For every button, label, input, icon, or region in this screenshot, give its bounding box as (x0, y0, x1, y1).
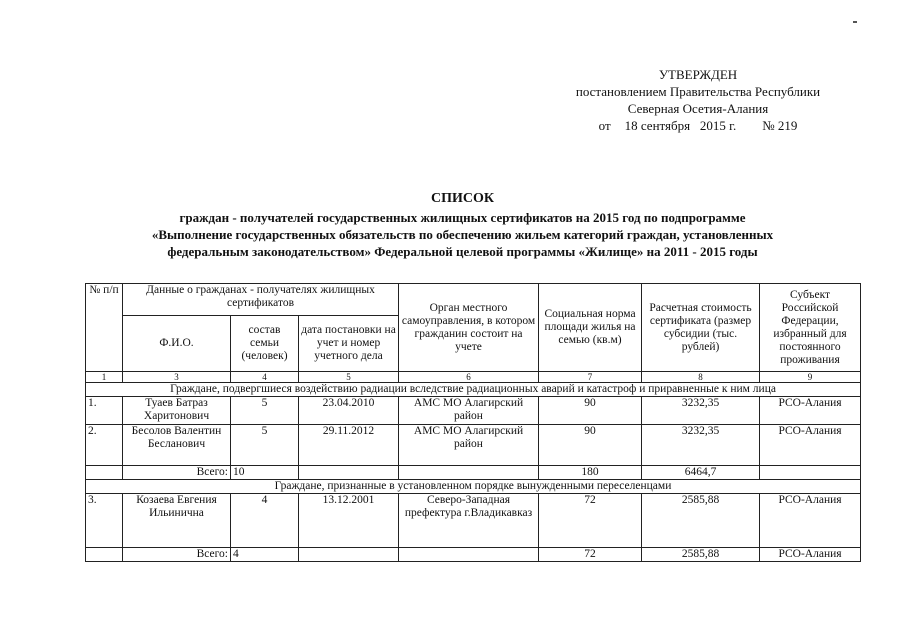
row-cost: 3232,35 (642, 425, 760, 466)
heading-line-1: граждан - получателей государственных жилищных сертификатов на 2015 год по подпрограмме (179, 210, 746, 225)
header-reg-date: дата постановки на учет и номер учетного дела (299, 316, 399, 372)
index-cell: 8 (642, 372, 760, 383)
row-reg-date: 13.12.2001 (299, 494, 399, 548)
total-family: 10 (231, 466, 299, 480)
total-row (86, 548, 861, 562)
header-family: состав семьи (человек) (231, 316, 299, 372)
table-row (86, 425, 861, 466)
header-authority: Орган местного самоуправления, в котором гражданин состоит на учете (399, 284, 539, 372)
row-authority: АМС МО Алагирский район (399, 397, 539, 425)
row-family: 5 (231, 425, 299, 466)
row-num: 2. (86, 425, 123, 466)
scan-speck (853, 21, 857, 23)
recipients-table (85, 283, 861, 562)
approval-from: от (598, 118, 611, 133)
total-subject (760, 466, 861, 480)
row-fio: Козаева Евгения Ильинична (123, 494, 231, 548)
approval-title: УТВЕРЖДЕН (658, 67, 738, 82)
approval-number: № 219 (762, 118, 798, 133)
row-fio: Туаев Батраз Харитонович (123, 397, 231, 425)
index-cell: 1 (86, 372, 123, 383)
section-1-title: Граждане, подвергшиеся воздействию радиации вследствие радиационных аварий и катастроф и приравненные к ним лица (86, 383, 861, 397)
header-norm: Социальная норма площади жилья на семью (кв.м) (539, 284, 642, 372)
index-cell: 3 (123, 372, 231, 383)
row-cost: 3232,35 (642, 397, 760, 425)
header-citizens-group: Данные о гражданах - получателях жилищных сертификатов (123, 284, 399, 316)
document-heading (60, 190, 865, 260)
total-empty (399, 466, 539, 480)
approval-line-2: Северная Осетия-Алания (627, 101, 769, 116)
index-cell: 5 (299, 372, 399, 383)
total-label: Всего: (123, 548, 231, 562)
approval-date-line (548, 117, 848, 134)
total-norm: 180 (539, 466, 642, 480)
total-family: 4 (231, 548, 299, 562)
total-subject: РСО-Алания (760, 548, 861, 562)
row-num: 3. (86, 494, 123, 548)
approval-block (548, 66, 848, 134)
total-empty (86, 466, 123, 480)
heading-line-2: «Выполнение государственных обязательств по обеспечению жильем категорий граждан, установленных (151, 227, 774, 242)
index-row (86, 372, 861, 383)
row-authority: Северо-Западная префектура г.Владикавказ (399, 494, 539, 548)
total-label: Всего: (123, 466, 231, 480)
total-cost: 6464,7 (642, 466, 760, 480)
total-empty (399, 548, 539, 562)
header-num: № п/п (86, 284, 123, 372)
index-cell: 6 (399, 372, 539, 383)
header-fio: Ф.И.О. (123, 316, 231, 372)
row-reg-date: 23.04.2010 (299, 397, 399, 425)
header-subject: Субъект Российской Федерации, избранный для постоянного проживания (760, 284, 861, 372)
header-row-1 (86, 284, 861, 316)
row-norm: 72 (539, 494, 642, 548)
index-cell: 4 (231, 372, 299, 383)
row-subject: РСО-Алания (760, 425, 861, 466)
total-empty (299, 548, 399, 562)
row-num: 1. (86, 397, 123, 425)
table-row (86, 397, 861, 425)
total-empty (86, 548, 123, 562)
row-fio: Бесолов Валентин Бесланович (123, 425, 231, 466)
section-row (86, 480, 861, 494)
row-subject: РСО-Алания (760, 397, 861, 425)
row-reg-date: 29.11.2012 (299, 425, 399, 466)
total-empty (299, 466, 399, 480)
section-row (86, 383, 861, 397)
document-title: СПИСОК (430, 191, 495, 206)
row-subject: РСО-Алания (760, 494, 861, 548)
row-norm: 90 (539, 425, 642, 466)
row-cost: 2585,88 (642, 494, 760, 548)
approval-line-1: постановлением Правительства Республики (575, 84, 821, 99)
total-row (86, 466, 861, 480)
index-cell: 7 (539, 372, 642, 383)
total-norm: 72 (539, 548, 642, 562)
row-family: 5 (231, 397, 299, 425)
total-cost: 2585,88 (642, 548, 760, 562)
approval-date: 18 сентября 2015 г. (624, 118, 737, 133)
section-2-title: Граждане, признанные в установленном порядке вынужденными переселенцами (86, 480, 861, 494)
header-cost: Расчетная стоимость сертификата (размер субсидии (тыс. рублей) (642, 284, 760, 372)
table-row (86, 494, 861, 548)
index-cell: 9 (760, 372, 861, 383)
row-norm: 90 (539, 397, 642, 425)
row-authority: АМС МО Алагирский район (399, 425, 539, 466)
heading-line-3: федеральным законодательством» Федеральной целевой программы «Жилище» на 2011 - 2015 годы (167, 244, 758, 259)
row-family: 4 (231, 494, 299, 548)
